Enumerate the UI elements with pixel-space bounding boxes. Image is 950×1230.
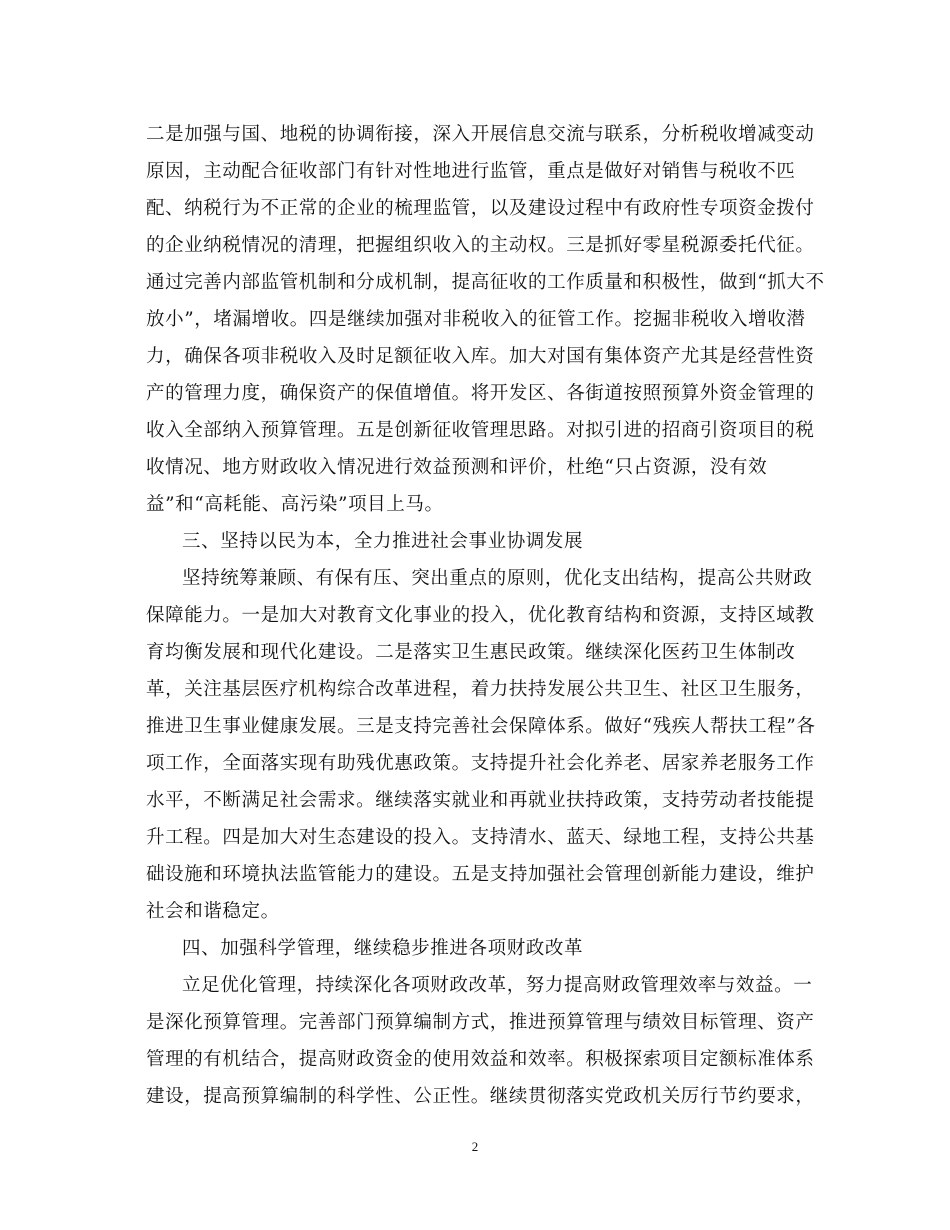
text-line: 育均衡发展和现代化建设。二是落实卫生惠民政策。继续深化医药卫生体制改 <box>146 642 796 663</box>
section-heading: 三、坚持以民为本，全力推进社会事业协调发展 <box>182 531 584 552</box>
text-line: 益”和“高耗能、高污染”项目上马。 <box>146 494 444 515</box>
paragraph-first-line: 立足优化管理，持续深化各项财政改革，努力提高财政管理效率与效益。一 <box>182 975 813 996</box>
text-line: 原因，主动配合征收部门有针对性地进行监管，重点是做好对销售与税收不匹 <box>146 161 796 182</box>
page-number: 2 <box>471 1139 479 1154</box>
paragraph-first-line: 坚持统筹兼顾、有保有压、突出重点的原则，优化支出结构，提高公共财政 <box>182 568 813 589</box>
text-line: 产的管理力度，确保资产的保值增值。将开发区、各街道按照预算外资金管理的 <box>146 383 815 404</box>
text-line: 力，确保各项非税收入及时足额征收入库。加大对国有集体资产尤其是经营性资 <box>146 346 815 367</box>
section-heading: 四、加强科学管理，继续稳步推进各项财政改革 <box>182 938 584 959</box>
text-line: 水平，不断满足社会需求。继续落实就业和再就业扶持政策，支持劳动者技能提 <box>146 790 815 811</box>
text-line: 的企业纳税情况的清理，把握组织收入的主动权。三是抓好零星税源委托代征。 <box>146 235 815 256</box>
text-line: 保障能力。一是加大对教育文化事业的投入，优化教育结构和资源，支持区域教 <box>146 605 815 626</box>
text-line: 放小”，堵漏增收。四是继续加强对非税收入的征管工作。挖掘非税收入增收潜 <box>146 309 806 330</box>
text-line: 推进卫生事业健康发展。三是支持完善社会保障体系。做好“残疾人帮扶工程”各 <box>146 716 816 737</box>
text-line: 管理的有机结合，提高财政资金的使用效益和效率。积极探索项目定额标准体系 <box>146 1049 815 1070</box>
text-line: 是深化预算管理。完善部门预算编制方式，推进预算管理与绩效目标管理、资产 <box>146 1012 815 1033</box>
text-line: 升工程。四是加大对生态建设的投入。支持清水、蓝天、绿地工程，支持公共基 <box>146 827 815 848</box>
text-line: 项工作，全面落实现有助残优惠政策。支持提升社会化养老、居家养老服务工作 <box>146 753 815 774</box>
text-line: 通过完善内部监管机制和分成机制，提高征收的工作质量和积极性，做到“抓大不 <box>146 272 825 293</box>
text-line: 革，关注基层医疗机构综合改革进程，着力扶持发展公共卫生、社区卫生服务， <box>146 679 815 700</box>
text-line: 收入全部纳入预算管理。五是创新征收管理思路。对拟引进的招商引资项目的税 <box>146 420 815 441</box>
text-line: 配、纳税行为不正常的企业的梳理监管，以及建设过程中有政府性专项资金拨付 <box>146 198 815 219</box>
text-line: 收情况、地方财政收入情况进行效益预测和评价，杜绝“只占资源，没有效 <box>146 457 768 478</box>
text-line: 建设，提高预算编制的科学性、公正性。继续贯彻落实党政机关厉行节约要求， <box>146 1086 815 1107</box>
text-line: 社会和谐稳定。 <box>146 901 280 922</box>
text-line: 础设施和环境执法监管能力的建设。五是支持加强社会管理创新能力建设，维护 <box>146 864 815 885</box>
text-line: 二是加强与国、地税的协调衔接，深入开展信息交流与联系，分析税收增减变动 <box>146 124 815 145</box>
